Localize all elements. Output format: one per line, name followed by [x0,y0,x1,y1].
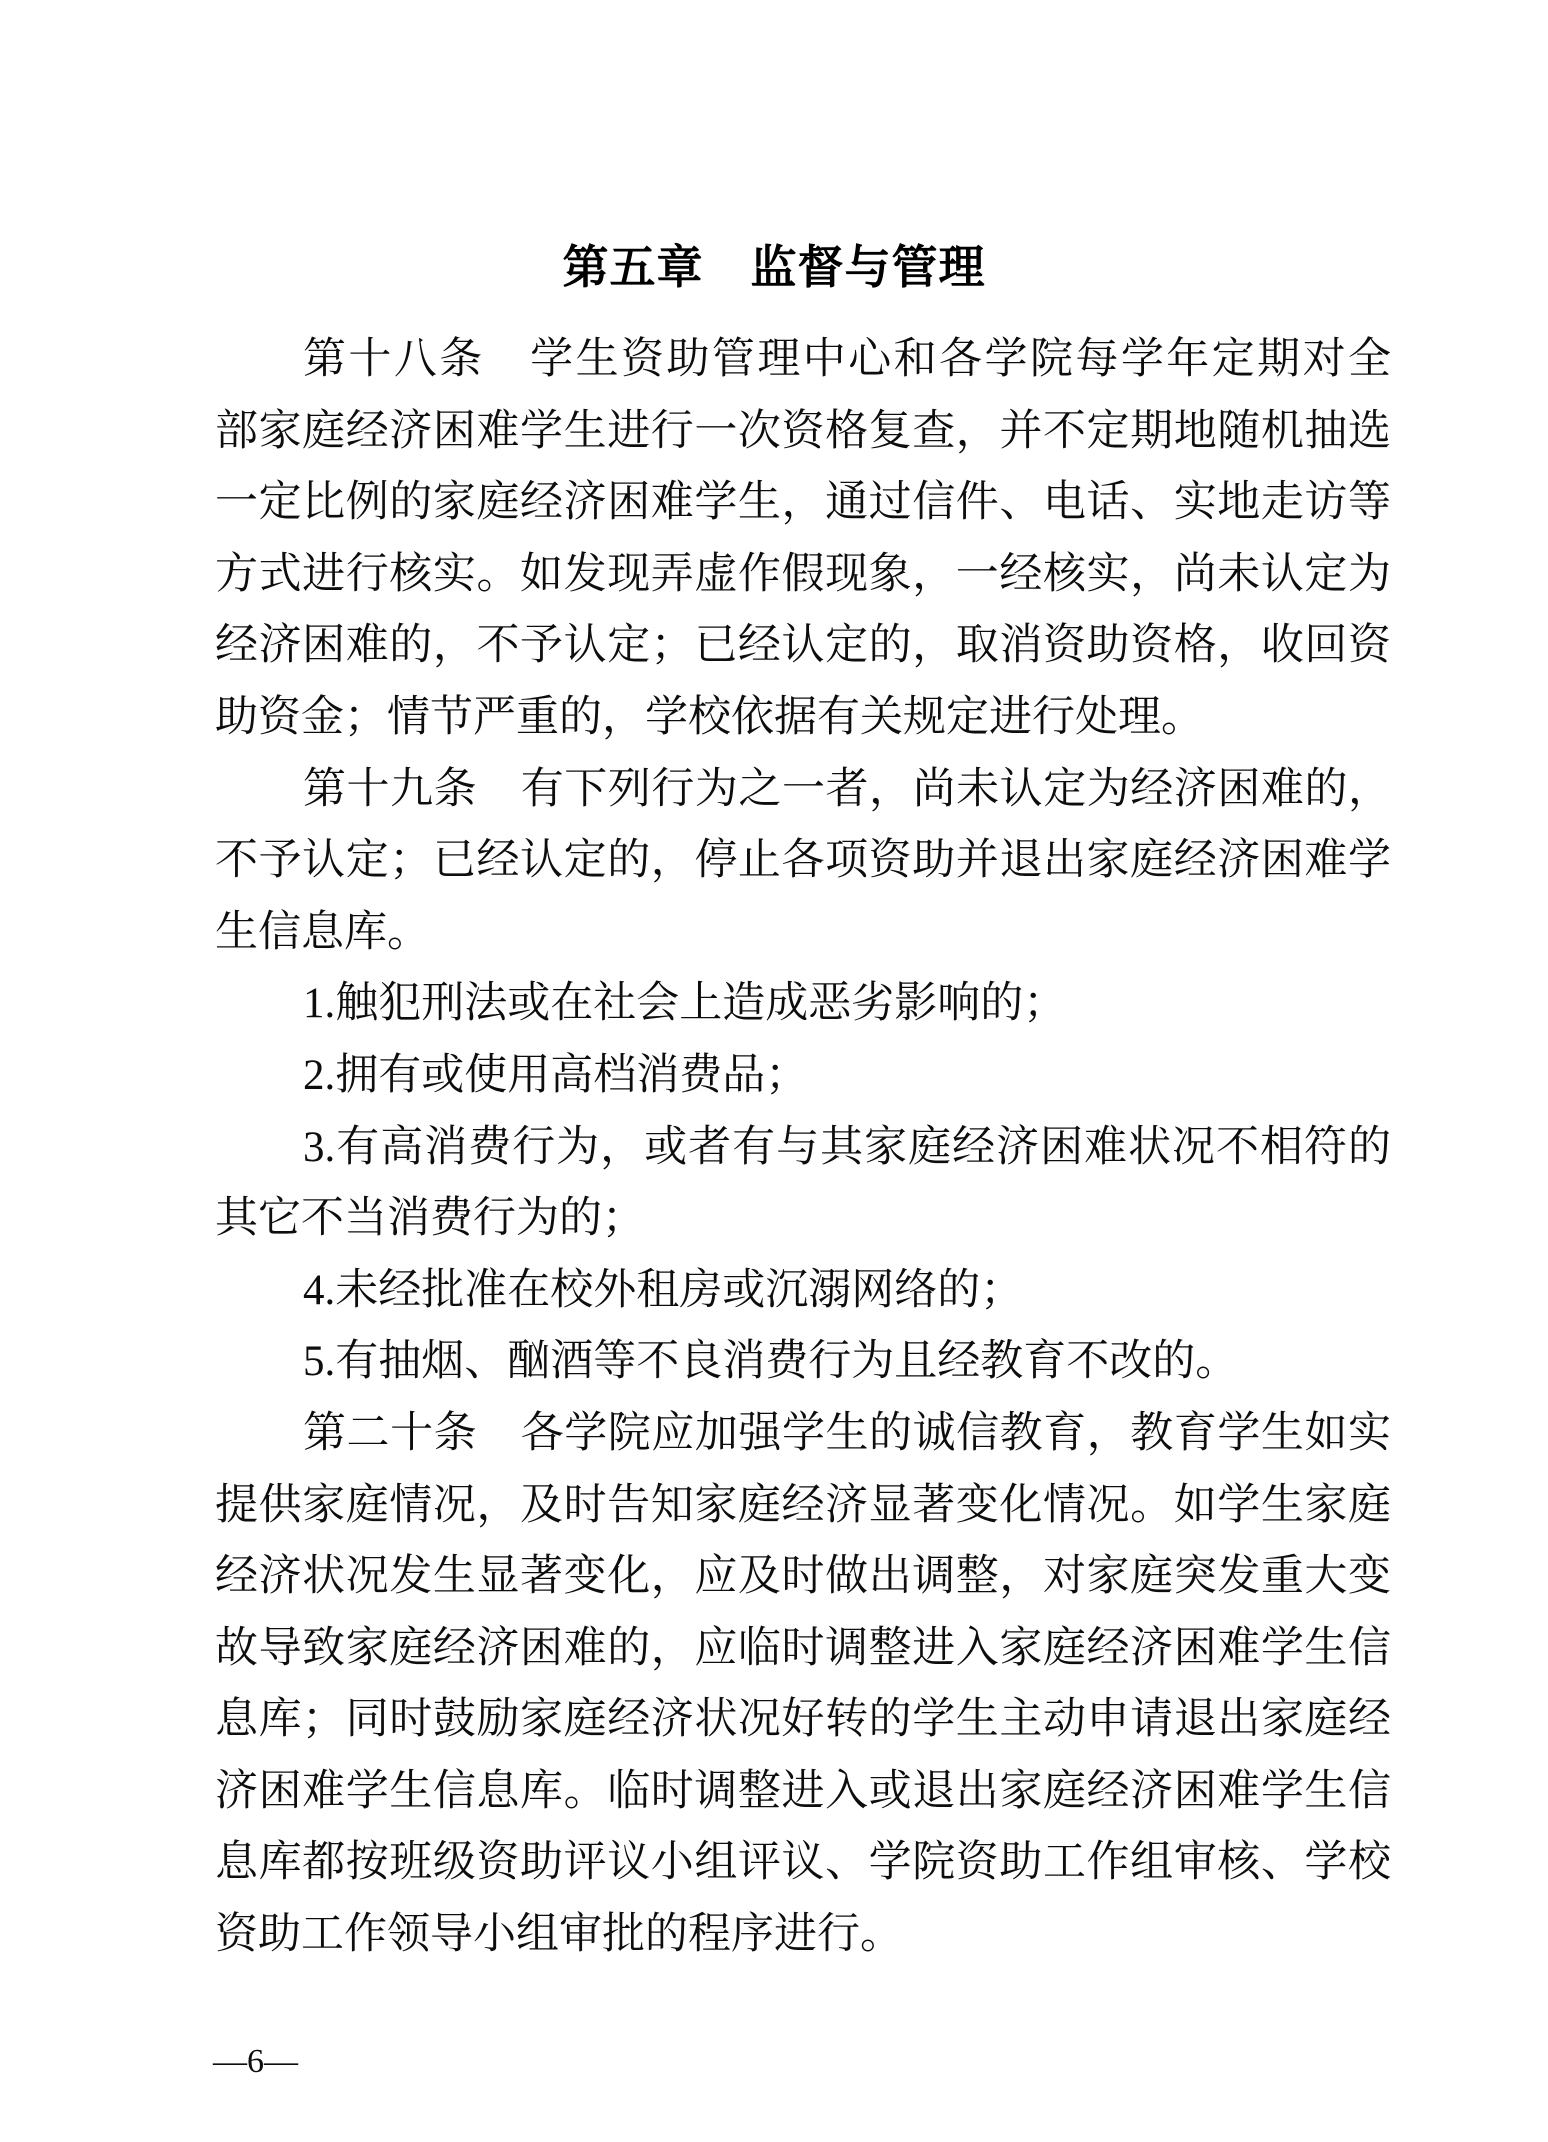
body-line: 资助工作领导小组审批的程序进行。 [215,1911,903,1959]
body-line: 方式进行核实。如发现弄虚作假现象，一经核实，尚未认定为 [215,550,1391,598]
body-line: 一定比例的家庭经济困难学生，通过信件、电话、实地走访等 [215,479,1391,527]
body-line: 不予认定；已经认定的，停止各项资助并退出家庭经济困难学 [215,837,1391,885]
chapter-heading: 第五章 监督与管理 [562,241,986,293]
page-number: —6— [213,2043,298,2080]
document-body [215,324,1391,1971]
body-line-article-18: 第十八条 学生资助管理中心和各学院每学年定期对全 [303,336,1391,383]
body-line: 息库都按班级资助评议小组评议、学院资助工作组审核、学校 [215,1839,1391,1887]
list-item-1: 1.触犯刑法或在社会上造成恶劣影响的； [303,980,1067,1028]
body-line: 经济状况发生显著变化，应及时做出调整，对家庭突发重大变 [215,1553,1391,1601]
body-line: 济困难学生信息库。临时调整进入或退出家庭经济困难学生信 [215,1767,1391,1815]
list-item-3-cont: 其它不当消费行为的； [215,1195,645,1243]
body-line: 息库；同时鼓励家庭经济状况好转的学生主动申请退出家庭经 [215,1696,1391,1744]
list-item-3: 3.有高消费行为，或者有与其家庭经济困难状况不相符的 [303,1123,1391,1171]
list-item-4: 4.未经批准在校外租房或沉溺网络的； [303,1266,1024,1314]
body-line: 生信息库。 [215,908,430,956]
body-line: 经济困难的，不予认定；已经认定的，取消资助资格，收回资 [215,622,1391,670]
body-line: 部家庭经济困难学生进行一次资格复查，并不定期地随机抽选 [215,407,1391,455]
body-line-article-20: 第二十条 各学院应加强学生的诚信教育，教育学生如实 [303,1409,1391,1457]
body-line: 助资金；情节严重的，学校依据有关规定进行处理。 [215,693,1204,741]
body-line: 提供家庭情况，及时告知家庭经济显著变化情况。如学生家庭 [215,1481,1391,1529]
list-item-5: 5.有抽烟、酗酒等不良消费行为且经教育不改的。 [303,1338,1239,1386]
body-line-article-19: 第十九条 有下列行为之一者，尚未认定为经济困难的， [303,765,1391,813]
list-item-2: 2.拥有或使用高档消费品； [303,1051,809,1099]
body-line: 故导致家庭经济困难的，应临时调整进入家庭经济困难学生信 [215,1624,1391,1672]
